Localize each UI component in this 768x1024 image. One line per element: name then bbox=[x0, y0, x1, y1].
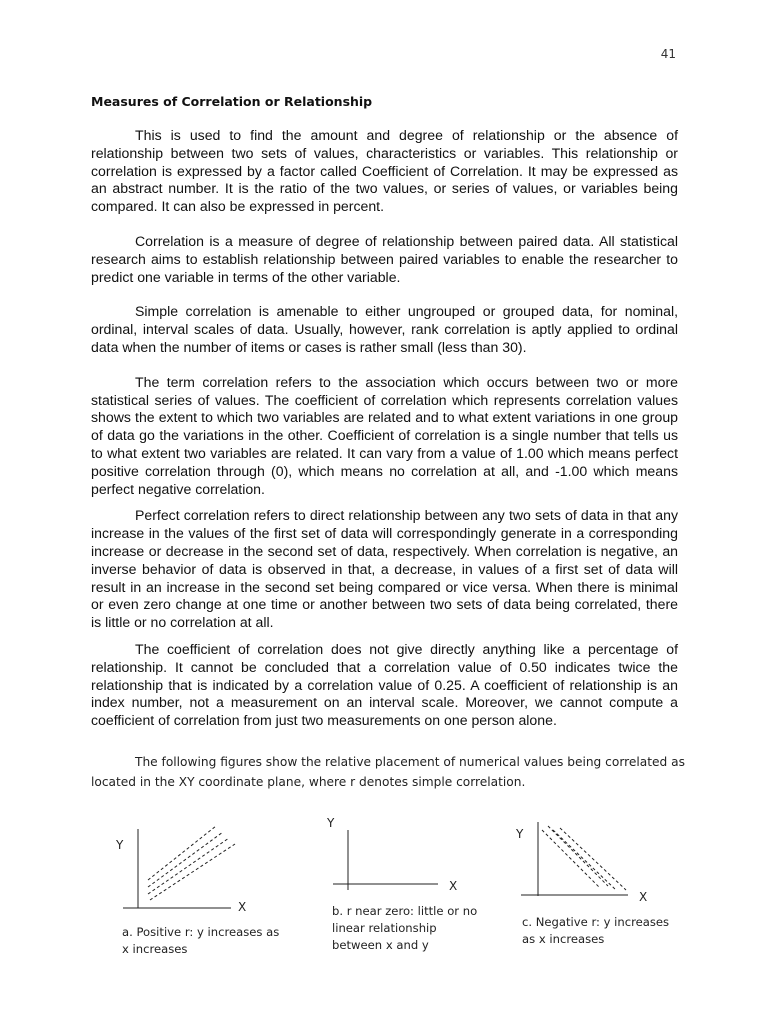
figure-a-caption-line: a. Positive r: y increases as bbox=[122, 925, 280, 939]
figure-b-x-label: X bbox=[449, 879, 458, 893]
figure-b-caption-line: b. r near zero: little or no bbox=[332, 904, 478, 918]
figure-b-caption-line: between x and y bbox=[332, 938, 429, 952]
figure-a-caption-line: x increases bbox=[122, 942, 188, 956]
figure-a-y-label: Y bbox=[116, 838, 124, 852]
figure-positive bbox=[115, 826, 246, 914]
paragraph-4: The term correlation refers to the association which occurs between two or more statistical series of values. The coefficient of correlation which represents correlation values shows the extent to which two variables are related and to what extent variations in one group of data go the variations in the other. Coefficient of correlation is a single number that tells us to what extent two variables are related. It can vary from a value of 1.00 which means perfect positive correlation through (0), which means no correlation at all, and -1.00 which means perfect negative correlation. bbox=[91, 373, 678, 497]
paragraph-6: The coefficient of correlation does not give directly anything like a percentage of relationship. It cannot be concluded that a correlation value of 0.50 indicates twice the relationship that is indicated by a correlation value of 0.25. A coefficient of relationship is an index number, not a measurement on an interval scale. Moreover, we cannot compute a coefficient of correlation from just two measurements on one person alone. bbox=[91, 640, 678, 729]
figure-c-caption bbox=[522, 914, 669, 948]
page-number: 41 bbox=[660, 47, 676, 61]
figure-a-caption bbox=[122, 924, 279, 958]
figure-c-caption-line: c. Negative r: y increases bbox=[522, 915, 670, 929]
paragraph-5: Perfect correlation refers to direct relationship between any two sets of data in that any increase in the values of the first set of data will correspondingly generate in a corresponding increase or decrease in the second set of data, respectively. When correlation is negative, an inverse behavior of data is observed in that, a decrease, in values of a first set of data will result in an increase in the second set being compared or vice versa. When there is minimal or even zero change at one time or another between two sets of data being correlated, there is little or no correlation at all. bbox=[91, 507, 678, 631]
figure-c-x-label: X bbox=[639, 890, 648, 904]
paragraph-2: Correlation is a measure of degree of relationship between paired data. All statistical research aims to establish relationship between paired variables to enable the researcher to predict one variable in terms of the other variable. bbox=[91, 232, 678, 285]
figures-intro: The following figures show the relative placement of numerical values being correlated as located in the XY coordinate plane, where r denotes simple correlation. bbox=[91, 755, 685, 789]
figure-c-caption-line: as x increases bbox=[522, 932, 605, 946]
figure-zero bbox=[326, 816, 457, 893]
paragraph-3: Simple correlation is amenable to either ungrouped or grouped data, for nominal, ordinal, interval scales of data. Usually, however, rank correlation is aptly applied to ordinal data when the number of items or cases is rather small (less than 30). bbox=[91, 303, 678, 355]
figure-a-x-label: X bbox=[238, 900, 247, 914]
paragraph-1: This is used to find the amount and degree of relationship or the absence of relationship between two sets of values, characteristics or variables. This relationship or correlation is expressed by a factor called Coefficient of Correlation. It may be expressed as an abstract number. It is the ratio of the two values, or series of values, or variables being compared. It can also be expressed in percent. bbox=[91, 127, 678, 215]
figure-c-y-label: Y bbox=[516, 827, 524, 841]
figure-b-caption-line: linear relationship bbox=[332, 921, 437, 935]
figure-b-caption bbox=[332, 903, 477, 954]
figure-b-y-label: Y bbox=[327, 816, 335, 830]
figure-negative bbox=[515, 822, 647, 904]
section-title: Measures of Correlation or Relationship bbox=[91, 94, 373, 109]
